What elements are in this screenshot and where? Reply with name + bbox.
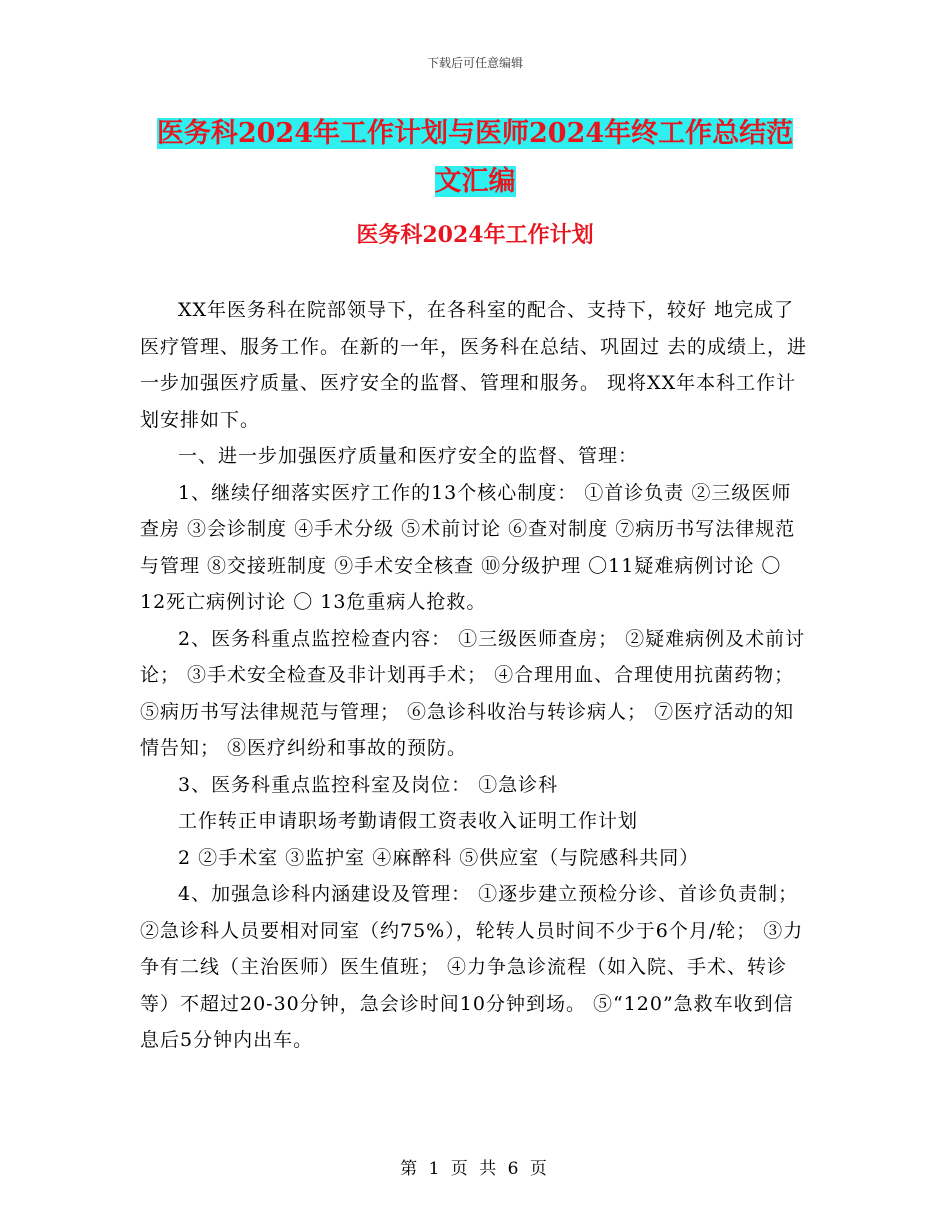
paragraph: XX年医务科在院部领导下，在各科室的配合、支持下，较好 地完成了医疗管理、服务工作。在新的一年，医务科在总结、巩固过 去的成绩上，进一步加强医疗质量、医疗安全的监督、管理和服务。 现将XX年本科工作计划安排如下。 — [140, 299, 808, 431]
paragraph: 3、医务科重点监控科室及岗位： ①急诊科 — [178, 773, 559, 796]
paragraph: 2、医务科重点监控检查内容： ①三级医师查房； ②疑难病例及术前讨论； ③手术安全检查及非计划再手术； ④合理用血、合理使用抗菌药物； ⑤病历书写法律规范与管理； ⑥急诊科收治与转诊病人； ⑦医疗活动的知情告知； ⑧医疗纠纷和事故的预防。 — [140, 627, 806, 759]
paragraph: 4、加强急诊科内涵建设及管理： ①逐步建立预检分诊、首诊负责制； ②急诊科人员要相对同室（约75%），轮转人员时间不少于6个月/轮； ③力争有二线（主治医师）医生值班； ④力争急诊流程（如入院、手术、转诊等）不超过20-30分钟，急会诊时间10分钟到场。 ⑤“120”急救车收到信息后5分钟内出车。 — [140, 883, 804, 1051]
document-title — [150, 110, 800, 206]
section-title: 医务科2024年工作计划 — [356, 222, 594, 248]
document-title-line-1: 医务科2024年工作计划与医师2024年终工作总结范 — [156, 118, 794, 149]
paragraph: 工作转正申请职场考勤请假工资表收入证明工作计划 — [178, 810, 639, 832]
page-number: 第 1 页 共 6 页 — [400, 1159, 550, 1179]
paragraph: 2 ②手术室 ③监护室 ④麻醉科 ⑤供应室（与院感科共同） — [178, 846, 700, 869]
document-body — [140, 292, 810, 1059]
paragraph: 1、继续仔细落实医疗工作的13个核心制度： ①首诊负责 ②三级医师查房 ③会诊制度 ④手术分级 ⑤术前讨论 ⑥查对制度 ⑦病历书写法律规范与管理 ⑧交接班制度 ⑨手术安全核查 ⑩分级护理 〇11疑难病例讨论 〇 12死亡病例讨论 〇 13危重病人抢救。 — [140, 481, 796, 613]
document-title-line-2: 文汇编 — [434, 166, 516, 197]
paragraph: 一、进一步加强医疗质量和医疗安全的监督、管理： — [178, 445, 639, 467]
header-note: 下载后可任意编辑 — [426, 56, 523, 70]
